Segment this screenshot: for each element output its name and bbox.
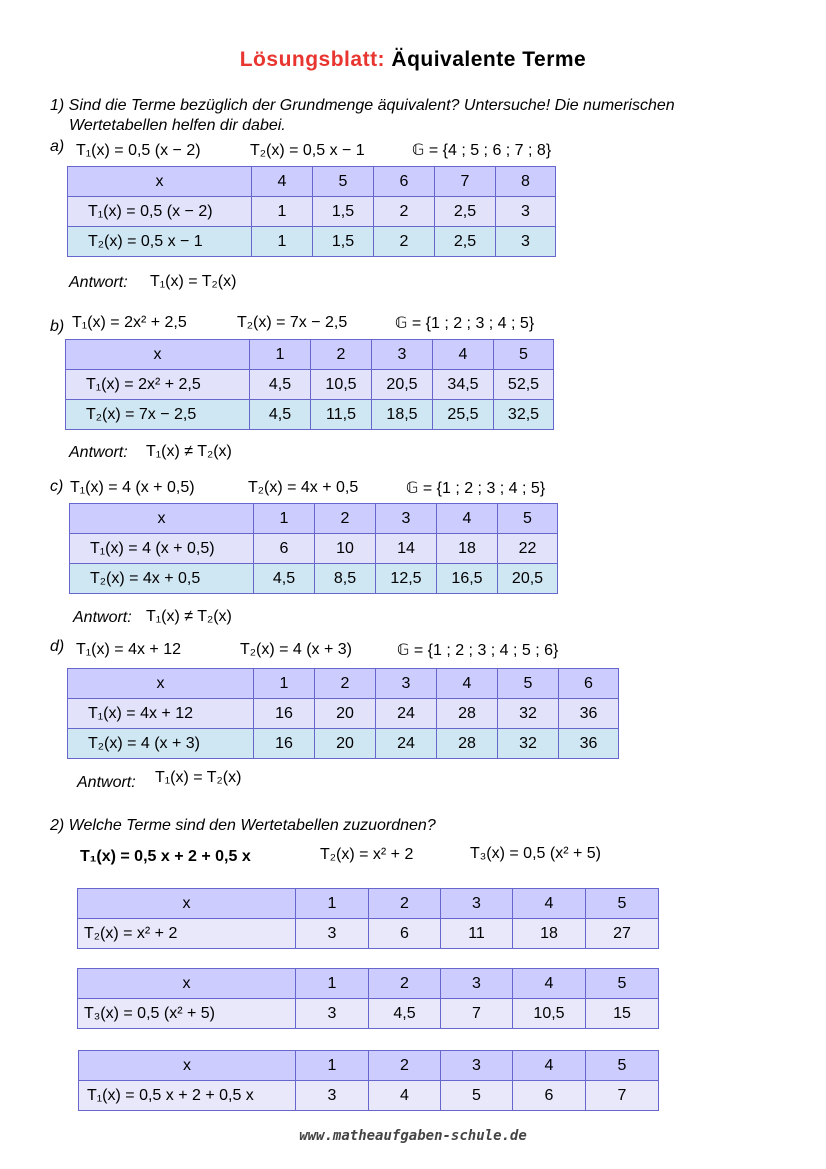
table-part-c (69, 503, 558, 594)
cell: 24 (376, 699, 437, 729)
answer-d-label: Antwort: (77, 774, 136, 791)
task1-question-line1: 1) Sind die Terme bezüglich der Grundmenge äquivalent? Untersuche! Die numerischen (50, 97, 675, 114)
cell: 4 (437, 669, 498, 699)
table-row (68, 227, 556, 257)
cell: 3 (296, 919, 369, 949)
answer-d-text: T₁(x) = T₂(x) (155, 769, 242, 786)
cell: 1 (254, 669, 315, 699)
part-d-term1: T₁(x) = 4x + 12 (76, 641, 181, 658)
cell: 18,5 (372, 400, 433, 430)
cell: 10,5 (311, 370, 372, 400)
cell: 4 (513, 969, 586, 999)
cell: x (68, 167, 252, 197)
cell: 2,5 (435, 197, 496, 227)
cell: 4 (369, 1081, 441, 1111)
table-row (68, 699, 619, 729)
cell: 16 (254, 699, 315, 729)
cell: 16 (254, 729, 315, 759)
table-part-b (65, 339, 554, 430)
cell: 1 (296, 889, 369, 919)
cell: 4 (437, 504, 498, 534)
table-row (70, 564, 558, 594)
cell: 2 (369, 889, 441, 919)
cell: 5 (586, 1051, 659, 1081)
table-row (78, 919, 659, 949)
cell: 2 (374, 197, 435, 227)
task2-term3: T₃(x) = 0,5 (x² + 5) (470, 845, 601, 862)
part-a-grundmenge: 𝔾 = {4 ; 5 ; 6 ; 7 ; 8} (412, 142, 552, 159)
task1-question-line2: Wertetabellen helfen dir dabei. (69, 117, 286, 134)
answer-c-label: Antwort: (73, 609, 132, 626)
cell: 6 (374, 167, 435, 197)
page-title (0, 48, 826, 72)
cell: 14 (376, 534, 437, 564)
footer-website: www.matheaufgaben-schule.de (299, 1128, 527, 1144)
cell: 6 (513, 1081, 586, 1111)
row-term-label: T₂(x) = x² + 2 (78, 919, 296, 949)
cell: 16,5 (437, 564, 498, 594)
cell: 12,5 (376, 564, 437, 594)
cell: 7 (435, 167, 496, 197)
cell: x (70, 504, 254, 534)
cell: 8,5 (315, 564, 376, 594)
table-header-row (78, 969, 659, 999)
row-term-label: T₁(x) = 4 (x + 0,5) (70, 534, 254, 564)
cell: 3 (496, 227, 556, 257)
part-b-term2: T₂(x) = 7x − 2,5 (237, 314, 348, 331)
cell: 18 (513, 919, 586, 949)
cell: 5 (498, 504, 558, 534)
table-task2-3 (78, 1050, 659, 1111)
cell: 2,5 (435, 227, 496, 257)
cell: 6 (559, 669, 619, 699)
cell: 6 (369, 919, 441, 949)
table-row (68, 197, 556, 227)
cell: 24 (376, 729, 437, 759)
cell: 25,5 (433, 400, 494, 430)
cell: 5 (498, 669, 559, 699)
cell: 1,5 (313, 227, 374, 257)
cell: 28 (437, 729, 498, 759)
part-d-term2: T₂(x) = 4 (x + 3) (240, 641, 353, 658)
cell: 20,5 (372, 370, 433, 400)
cell: x (79, 1051, 296, 1081)
cell: 11 (441, 919, 513, 949)
cell: 15 (586, 999, 659, 1029)
cell: 3 (376, 504, 437, 534)
cell: 4 (513, 1051, 586, 1081)
cell: 11,5 (311, 400, 372, 430)
table-row (66, 400, 554, 430)
table-row (66, 370, 554, 400)
cell: 36 (559, 699, 619, 729)
part-c-grundmenge: 𝔾 = {1 ; 2 ; 3 ; 4 ; 5} (406, 480, 546, 497)
cell: 7 (441, 999, 513, 1029)
cell: 2 (315, 504, 376, 534)
part-c-term1: T₁(x) = 4 (x + 0,5) (70, 479, 195, 496)
table-part-d (67, 668, 619, 759)
table-header-row (68, 167, 556, 197)
cell: 4,5 (250, 400, 311, 430)
cell: 3 (372, 340, 433, 370)
row-term-label: T₁(x) = 4x + 12 (68, 699, 254, 729)
cell: 18 (437, 534, 498, 564)
table-row (78, 999, 659, 1029)
table-part-a (67, 166, 556, 257)
cell: x (66, 340, 250, 370)
part-b-label: b) (50, 318, 65, 335)
table-header-row (70, 504, 558, 534)
table-header-row (66, 340, 554, 370)
cell: 34,5 (433, 370, 494, 400)
cell: 4,5 (254, 564, 315, 594)
cell: 2 (369, 969, 441, 999)
table-header-row (68, 669, 619, 699)
cell: 3 (496, 197, 556, 227)
cell: 32 (498, 729, 559, 759)
answer-c-text: T₁(x) ≠ T₂(x) (146, 608, 232, 625)
cell: 4 (252, 167, 313, 197)
part-c-term2: T₂(x) = 4x + 0,5 (248, 479, 359, 496)
task2-question: 2) Welche Terme sind den Wertetabellen zuzuordnen? (50, 817, 436, 834)
part-a-term2: T₂(x) = 0,5 x − 1 (250, 142, 365, 159)
table-row (79, 1081, 659, 1111)
cell: x (68, 669, 254, 699)
cell: 4 (513, 889, 586, 919)
task2-term2: T₂(x) = x² + 2 (320, 846, 414, 863)
cell: 2 (311, 340, 372, 370)
cell: 3 (296, 1081, 369, 1111)
table-task2-2 (77, 968, 659, 1029)
cell: x (78, 969, 296, 999)
task2-term1: T₁(x) = 0,5 x + 2 + 0,5 x (80, 848, 251, 865)
answer-b-text: T₁(x) ≠ T₂(x) (146, 443, 232, 460)
table-row (68, 729, 619, 759)
row-term-label: T₁(x) = 2x² + 2,5 (66, 370, 250, 400)
table-header-row (78, 889, 659, 919)
cell: 2 (374, 227, 435, 257)
title-main: Äquivalente Terme (391, 48, 587, 71)
answer-b-label: Antwort: (69, 444, 128, 461)
part-b-grundmenge: 𝔾 = {1 ; 2 ; 3 ; 4 ; 5} (395, 315, 535, 332)
row-term-label: T₃(x) = 0,5 (x² + 5) (78, 999, 296, 1029)
title-red: Lösungsblatt: (239, 48, 386, 71)
row-term-label: T₂(x) = 4x + 0,5 (70, 564, 254, 594)
cell: 20 (315, 729, 376, 759)
cell: 32 (498, 699, 559, 729)
row-term-label: T₂(x) = 0,5 x − 1 (68, 227, 252, 257)
part-d-label: d) (50, 638, 65, 655)
row-term-label: T₁(x) = 0,5 x + 2 + 0,5 x (79, 1081, 296, 1111)
cell: 5 (313, 167, 374, 197)
row-term-label: T₂(x) = 4 (x + 3) (68, 729, 254, 759)
cell: 5 (586, 889, 659, 919)
cell: 1 (252, 227, 313, 257)
table-header-row (79, 1051, 659, 1081)
cell: 8 (496, 167, 556, 197)
part-a-label: a) (50, 138, 65, 155)
cell: 3 (441, 969, 513, 999)
cell: 1 (296, 969, 369, 999)
cell: 3 (376, 669, 437, 699)
cell: 5 (441, 1081, 513, 1111)
cell: 32,5 (494, 400, 554, 430)
cell: 6 (254, 534, 315, 564)
cell: 1,5 (313, 197, 374, 227)
cell: 7 (586, 1081, 659, 1111)
cell: 4,5 (250, 370, 311, 400)
cell: 27 (586, 919, 659, 949)
cell: 20 (315, 699, 376, 729)
cell: 5 (494, 340, 554, 370)
cell: 3 (441, 1051, 513, 1081)
row-term-label: T₂(x) = 7x − 2,5 (66, 400, 250, 430)
cell: 10,5 (513, 999, 586, 1029)
part-a-term1: T₁(x) = 0,5 (x − 2) (76, 142, 201, 159)
cell: 5 (586, 969, 659, 999)
row-term-label: T₁(x) = 0,5 (x − 2) (68, 197, 252, 227)
cell: 2 (315, 669, 376, 699)
table-row (70, 534, 558, 564)
cell: 22 (498, 534, 558, 564)
cell: 4 (433, 340, 494, 370)
cell: 4,5 (369, 999, 441, 1029)
cell: 2 (369, 1051, 441, 1081)
table-task2-1 (77, 888, 659, 949)
answer-a-text: T₁(x) = T₂(x) (150, 273, 237, 290)
cell: 1 (254, 504, 315, 534)
answer-a-label: Antwort: (69, 274, 128, 291)
part-b-term1: T₁(x) = 2x² + 2,5 (72, 314, 187, 331)
cell: 1 (252, 197, 313, 227)
cell: 20,5 (498, 564, 558, 594)
part-c-label: c) (50, 478, 64, 495)
cell: 52,5 (494, 370, 554, 400)
cell: 36 (559, 729, 619, 759)
cell: 1 (250, 340, 311, 370)
part-d-grundmenge: 𝔾 = {1 ; 2 ; 3 ; 4 ; 5 ; 6} (397, 642, 559, 659)
cell: 28 (437, 699, 498, 729)
cell: x (78, 889, 296, 919)
cell: 3 (296, 999, 369, 1029)
cell: 3 (441, 889, 513, 919)
cell: 1 (296, 1051, 369, 1081)
cell: 10 (315, 534, 376, 564)
